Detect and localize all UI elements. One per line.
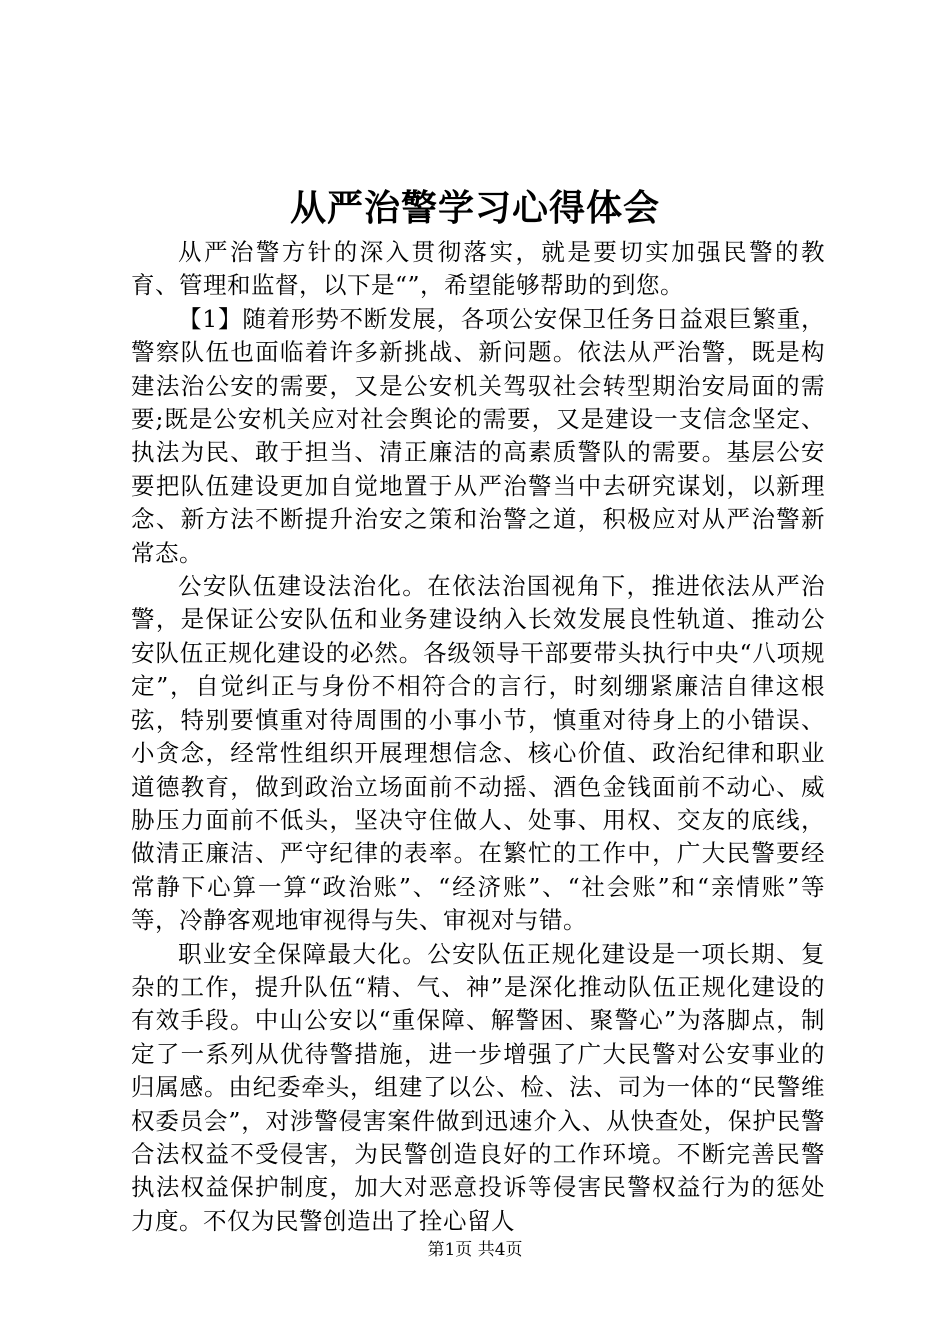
document-body — [131, 236, 825, 1238]
paragraph-2: 公安队伍建设法治化。在依法治国视角下，推进依法从严治警，是保证公安队伍和业务建设纳入长效发展良性轨道、推动公安队伍正规化建设的必然。各级领导干部要带头执行中央“八项规定”，自觉纠正与身份不相符合的言行，时刻绷紧廉洁自律这根弦，特别要慎重对待周围的小事小节，慎重对待身上的小错误、小贪念，经常性组织开展理想信念、核心价值、政治纪律和职业道德教育，做到政治立场面前不动摇、酒色金钱面前不动心、威胁压力面前不低头，坚决守住做人、处事、用权、交友的底线，做清正廉洁、严守纪律的表率。在繁忙的工作中，广大民警要经常静下心算一算“政治账”、“经济账”、“社会账”和“亲情账”等等，冷静客观地审视得与失、审视对与错。 — [131, 572, 825, 935]
document-title: 从严治警学习心得体会 — [289, 187, 660, 229]
page-number-footer: 第1页 共4页 — [427, 1240, 523, 1260]
paragraph-3: 职业安全保障最大化。公安队伍正规化建设是一项长期、复杂的工作，提升队伍“精、气、神”是深化推动队伍正规化建设的有效手段。中山公安以“重保障、解警困、聚警心”为落脚点，制定了一系列从优待警措施，进一步增强了广大民警对公安事业的归属感。由纪委牵头，组建了以公、检、法、司为一体的“民警维权委员会”，对涉警侵害案件做到迅速介入、从快查处，保护民警合法权益不受侵害，为民警创造良好的工作环境。不断完善民警执法权益保护制度，加大对恶意投诉等侵害民警权益行为的惩处力度。不仅为民警创造出了拴心留人 — [131, 939, 825, 1235]
paragraph-1: 【1】随着形势不断发展，各项公安保卫任务日益艰巨繁重，警察队伍也面临着许多新挑战、新问题。依法从严治警，既是构建法治公安的需要，又是公安机关驾驭社会转型期治安局面的需要;既是公安机关应对社会舆论的需要，又是建设一支信念坚定、执法为民、敢于担当、清正廉洁的高素质警队的需要。基层公安要把队伍建设更加自觉地置于从严治警当中去研究谋划，以新理念、新方法不断提升治安之策和治警之道，积极应对从严治警新常态。 — [131, 304, 825, 567]
paragraph-intro: 从严治警方针的深入贯彻落实，就是要切实加强民警的教育、管理和监督，以下是“”，希望能够帮助的到您。 — [131, 238, 825, 300]
